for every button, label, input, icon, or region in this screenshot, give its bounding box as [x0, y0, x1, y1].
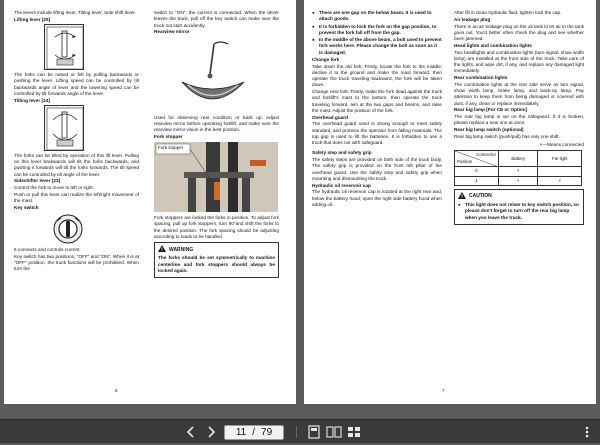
thumbnails-icon	[345, 424, 363, 440]
levers-intro: The levers include lifting lever, Tilting lever, Side shift lever.	[14, 10, 136, 15]
left-page-column-2	[154, 10, 279, 280]
table-header-battery: Battery	[499, 151, 538, 167]
single-page-view-button[interactable]	[305, 424, 323, 440]
chevron-right-icon	[202, 424, 220, 440]
lever-illustration-icon	[45, 25, 85, 71]
table-cell: ×	[499, 176, 538, 185]
right-page-number: 7	[442, 388, 445, 393]
change-fork-text-2: Change new fork: Firstly, make the fork dead against the truck and forklift's mast to the bottom, then operate the truck traveling forward, aim at the two gaps and beams, and raise the mast. Adjust the position of the fork.	[312, 89, 442, 113]
connector-table	[454, 150, 582, 186]
hydraulic-cap-text: The hydraulic oil reservoir cap is located at the right rear and, below the battery hood; open the right side battery hood when adding oil.	[312, 189, 442, 207]
lamp-switch-heading: Rear big lamp switch (optional)	[454, 127, 524, 132]
bullet-list	[312, 10, 442, 56]
air-leakage-text: There is an air leakage plug on the oil tank to let air in the tank goes out. You'd better often check the plug and see whether been jammed.	[454, 23, 584, 41]
overhead-guard-heading: Overhead guard	[312, 114, 348, 120]
table-row	[455, 167, 582, 176]
bullet-item: ● It is forbidden to lock the fork on the gap position, to prevent the fork fall off from the gap.	[312, 24, 442, 37]
lifting-lever-text: The forks can be raised or fell by pulling backwards or pushing the lever. Lifting speed can be controlled by tilt backwards angle of lever and the lowering speed can be controlled by tilt forwards angle of the lever.	[14, 72, 139, 96]
fork-stopper-photo	[154, 142, 278, 212]
caution-box	[454, 189, 584, 225]
two-page-icon	[325, 424, 343, 440]
air-leakage-heading: Air leakage plug	[454, 16, 491, 22]
table-cell: 0	[455, 167, 499, 176]
tilting-lever-heading: Tilting lever [24]	[14, 97, 50, 103]
more-options-button[interactable]	[578, 424, 596, 440]
lifting-lever-heading: Lifting lever [25]	[14, 16, 51, 22]
bullet-item: ● There are one gap on the below beam. It is used to attach goods.	[312, 10, 442, 23]
table-row	[455, 176, 582, 185]
key-switch-figure	[52, 213, 84, 245]
table-header-row	[455, 151, 582, 167]
rearview-mirror-text: Used for observing rear condition or back up. Adjust rearview mirror before operating forklift, and make sure the rearview mirror vision in the best position.	[154, 114, 279, 132]
tilting-lever-text: The forks can be tilted by operation of this lift lever. Pulling on this lever backwards will tilt the forks backwards, and pushing it forwards will tilt the forks forwards. The tilt speed can be controlled by tilt angle of the lever.	[14, 152, 139, 177]
hydraulic-fill-text: After fill in clean hydraulic fluid, tighten lock the cap.	[454, 10, 562, 15]
warning-text: The forks should be set symmetrically to machine centerline and fork stoppers should always be locked again.	[158, 255, 275, 273]
table-cell	[538, 167, 582, 176]
change-fork-text-1: Take down the old fork: Firstly, locate the fork to the middle, decline it to the ground and make the mast forward, then operate the truck traveling backward, the fork will be taken down.	[312, 63, 442, 88]
right-page-column-1	[312, 10, 442, 209]
single-page-icon	[305, 424, 323, 440]
key-switch-heading: Key switch	[14, 204, 39, 210]
hydraulic-cap-heading: Hydraulic oil reservoir cap	[312, 182, 371, 188]
warning-triangle-icon	[158, 245, 166, 254]
key-switch-continued: switch to "ON", the current is connected. When the driver leaves the truck, pull off the key switch can make sure the truck not start accidently.	[154, 10, 279, 28]
left-page-column-1	[14, 10, 139, 273]
previous-page-button[interactable]	[182, 424, 200, 440]
fork-stopper-text: Fork stoppers are locked the forks in position. To adjust fork spacing, pull up fork stoppers, turn 90°and shift the forks to the desired position. The fork spacing should be adjusting according to loads to be handled.	[154, 215, 279, 239]
head-lights-text: Two headlights and combination lights (turn signal, show width lamp) are installed at the front side of the truck. Take care of the lights, and wipe dirt, if any, and replace any damaged light immediately.	[454, 49, 584, 74]
caution-list	[458, 202, 580, 221]
lifting-lever-figure	[44, 24, 84, 70]
table-header-position: Position	[457, 159, 473, 164]
rear-big-lamp-heading: Rear big lamp [For CE or Option]	[454, 107, 528, 113]
sideshift-text-2: Push or pull this lever can realize the left/right movement of the mast.	[14, 191, 139, 203]
page-separator: /	[252, 427, 256, 438]
tilting-lever-figure	[44, 105, 84, 151]
thumbnails-button[interactable]	[345, 424, 363, 440]
key-switch-icon	[52, 213, 84, 245]
table-cell: ×	[499, 167, 538, 176]
rear-combination-heading: Rear combination lights	[454, 75, 508, 80]
chevron-left-icon	[182, 424, 200, 440]
table-header-connector: Connector	[476, 152, 496, 158]
caution-triangle-icon	[458, 192, 466, 201]
table-note: ×—Means connected	[539, 142, 584, 147]
overhead-guard-text: The overhead guard used is strong enough to meet safety standard, and protects the operator from falling materials. The top gap is used to lift the batteries. It is forbidden to use a truck that does not with safeguard.	[312, 121, 442, 145]
table-header-farlight: Far light	[538, 151, 582, 167]
fork-stopper-heading: Fork stopper	[154, 133, 183, 139]
rear-combination-text: The combination lights at the rear side serve as turn signal, show width lamp, brake lamp, and back-up lamp. Pay attention to keep them from being damaged or covered with dust, if any, clean or replace immediately.	[454, 81, 584, 106]
key-switch-text-2: Key switch has two positions, "OFF" and "ON". When it is at "OFF" position, the truck functions will be prohibited. When turn the	[14, 253, 139, 272]
current-page-value: 11	[235, 427, 247, 438]
key-switch-text-1: It connects and controls current.	[14, 247, 81, 252]
tilt-lever-illustration-icon	[45, 106, 85, 152]
fork-stopper-image-icon	[154, 142, 278, 212]
warning-title: WARNING	[169, 246, 194, 253]
safety-step-heading: Safety step and safety grip	[312, 150, 372, 156]
sideshift-lever-heading: Sideshifter lever [23]	[14, 178, 61, 184]
rearview-mirror-heading: Rearview mirror	[154, 29, 190, 35]
toolbar-divider	[296, 426, 297, 438]
table-cell: 1	[455, 176, 499, 185]
bullet-item: ● In the middle of the above beam, a bolt used to prevent fork works here. Please change the bolt as soon as it is damaged.	[312, 37, 442, 56]
head-lights-heading: Head lights and combination lights	[454, 42, 532, 48]
viewer-toolbar	[0, 419, 600, 443]
caution-title: CAUTION	[469, 193, 492, 200]
rearview-mirror-figure	[170, 38, 254, 112]
fork-stopper-label: Fork stopper	[158, 145, 184, 150]
two-page-view-button[interactable]	[325, 424, 343, 440]
pdf-page-right	[304, 0, 596, 404]
right-page-column-2	[454, 10, 584, 227]
table-header-diagonal-cell	[455, 151, 499, 167]
page-number-input[interactable]	[224, 425, 284, 440]
total-pages-value: 79	[261, 427, 273, 438]
options-icon	[578, 424, 596, 440]
left-page-number: 6	[115, 388, 118, 393]
change-fork-heading: Change fork	[312, 56, 340, 62]
warning-box	[154, 242, 279, 278]
caution-text: ● This light does not relate to key switch position, so please don't forget to turn off the rear big lamp when you leave the truck.	[458, 202, 580, 221]
safety-step-text: The safety steps are provided on both side of the truck body. The safety grip is provided on the front left pillar of the overhead guard. Use the safety step and safety grip when mounting and dismounting the truck.	[312, 157, 442, 181]
rear-big-lamp-text: The rear big lamp is set on the safeguard. If it is broken, please replace a new one at once.	[454, 114, 584, 126]
sideshift-text-1: Control the fork to move to left or right.	[14, 185, 94, 190]
rearview-mirror-icon	[170, 38, 254, 112]
lamp-switch-text: Rear big lamp switch (push/pull) has only one shift.	[454, 133, 560, 139]
next-page-button[interactable]	[202, 424, 220, 440]
pdf-page-left	[4, 0, 296, 404]
table-cell: ×	[538, 176, 582, 185]
